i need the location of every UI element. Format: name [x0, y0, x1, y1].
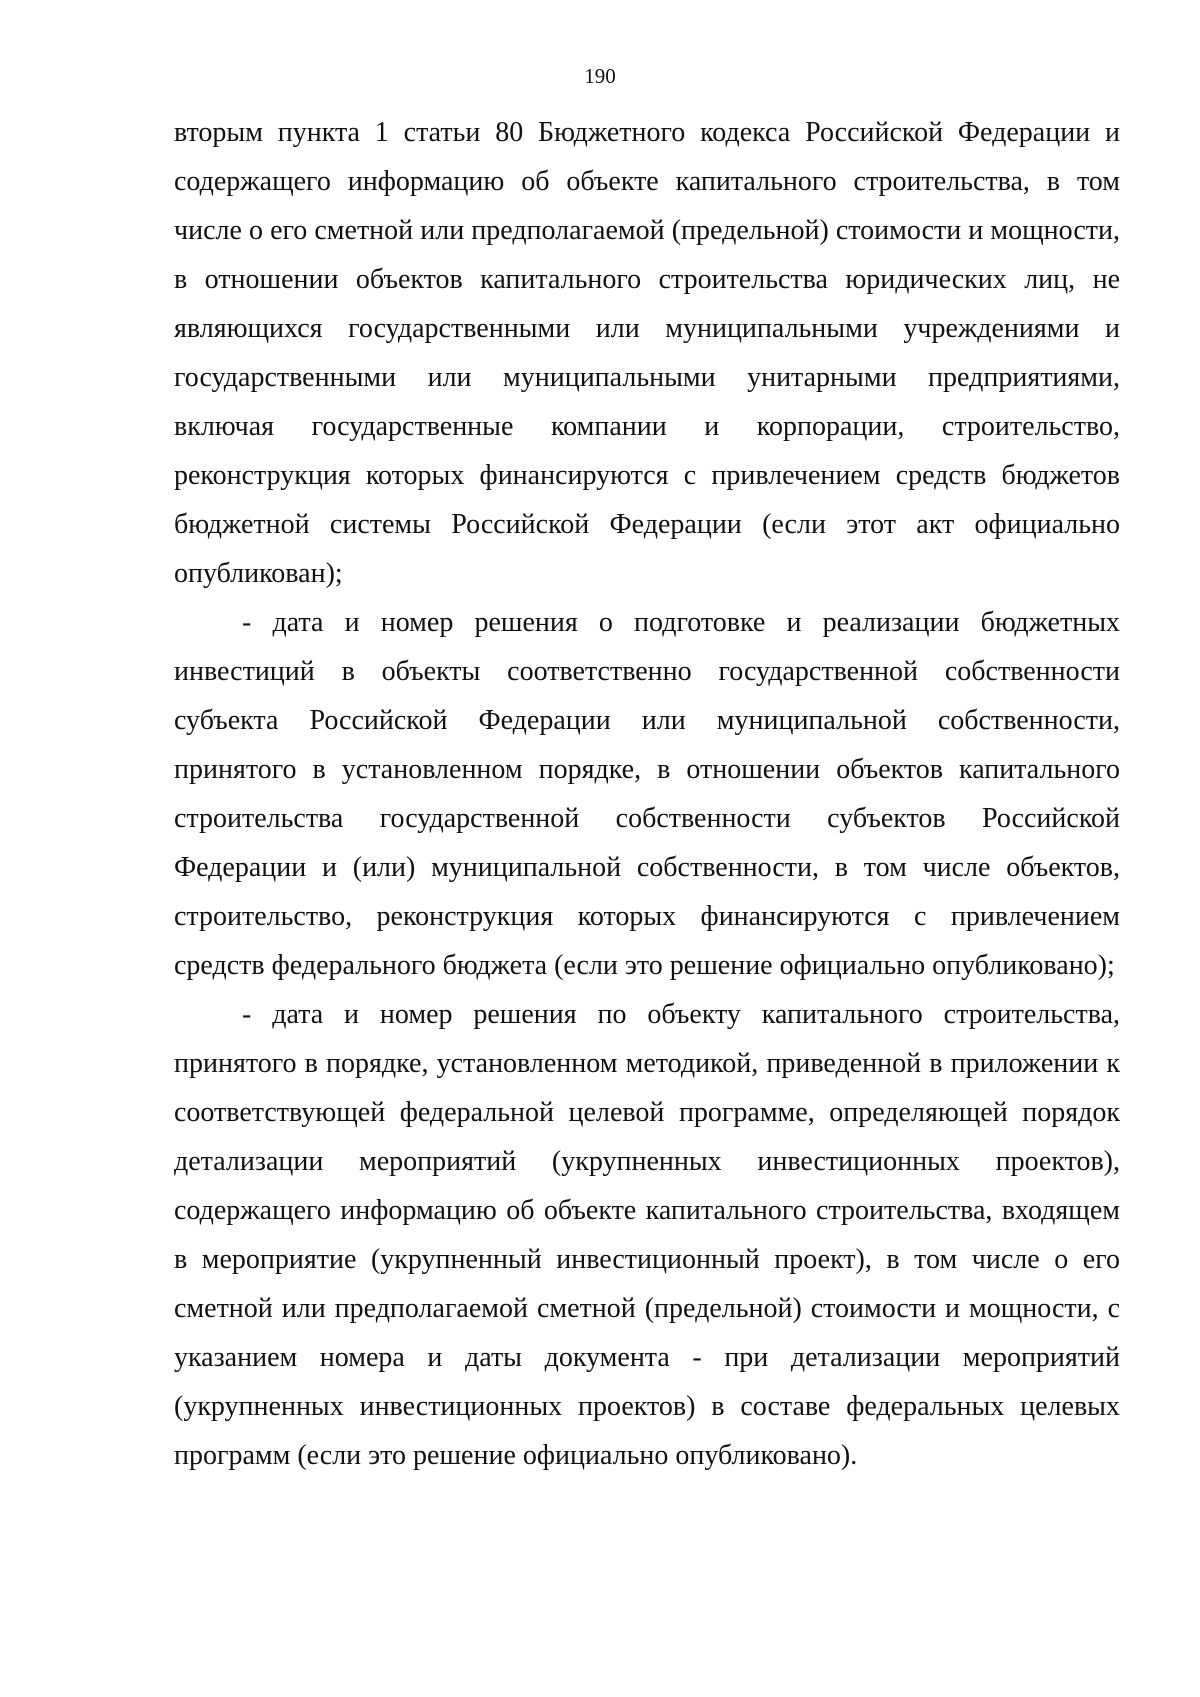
page-number: 190 [584, 64, 616, 88]
paragraph-3: - дата и номер решения по объекту капитального строительства, принятого в порядке, установленном методикой, приведенной в приложении к соответствующей федеральной целевой программе, определяющей порядок детализации мероприятий (укрупненных инвестиционных проектов), содержащего информацию об объекте капитального строительства, входящем в мероприятие (укрупненный инвестиционный проект), в том числе о его сметной или предполагаемой сметной (предельной) стоимости и мощности, с указанием номера и даты документа - при детализации мероприятий (укрупненных инвестиционных проектов) в составе федеральных целевых программ (если это решение официально опубликовано). [174, 999, 1120, 1471]
document-body [174, 108, 1120, 1480]
paragraph-1: вторым пункта 1 статьи 80 Бюджетного кодекса Российской Федерации и содержащего информацию об объекте капитального строительства, в том числе о его сметной или предполагаемой (предельной) стоимости и мощности, в отношении объектов капитального строительства юридических лиц, не являющихся государственными или муниципальными учреждениями и государственными или муниципальными унитарными предприятиями, включая государственные компании и корпорации, строительство, реконструкция которых финансируются с привлечением средств бюджетов бюджетной системы Российской Федерации (если этот акт официально опубликован); [174, 117, 1120, 589]
paragraph-2: - дата и номер решения о подготовке и реализации бюджетных инвестиций в объекты соответственно государственной собственности субъекта Российской Федерации или муниципальной собственности, принятого в установленном порядке, в отношении объектов капитального строительства государственной собственности субъектов Российской Федерации и (или) муниципальной собственности, в том числе объектов, строительство, реконструкция которых финансируются с привлечением средств федерального бюджета (если это решение официально опубликовано); [174, 607, 1120, 981]
